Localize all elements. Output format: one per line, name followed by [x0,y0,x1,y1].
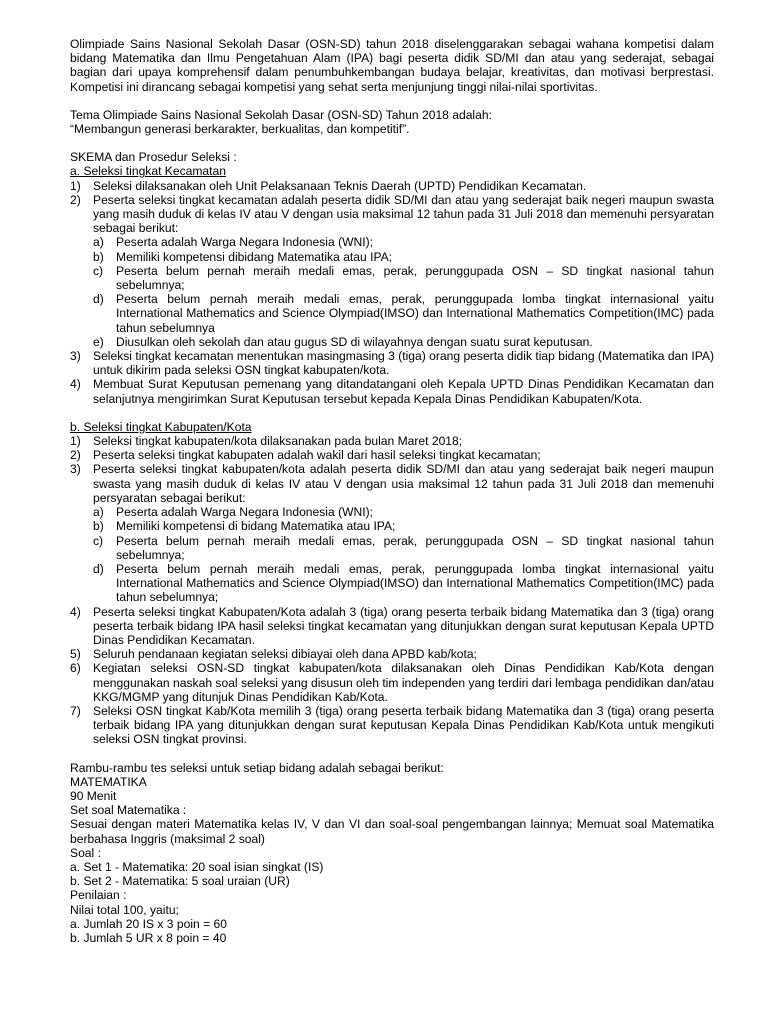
sub-item-text: Memiliki kompetensi di bidang Matematika atau IPA; [116,519,396,534]
intro-paragraph: Olimpiade Sains Nasional Sekolah Dasar (OSN-SD) tahun 2018 diselenggarakan sebagai wahana kompetisi dalam bidang Matematika dan Ilmu Pengetahuan Alam (IPA) bagi peserta didik SD/MI dan atau yang sederajat, sebagai bagian dari upaya komprehensif dalam penumbuhkembangan budaya belajar, kreativitas, dan motivasi berprestasi. Kompetisi ini dirancang sebagai kompetisi yang sehat serta menjunjung tinggi nilai-nilai sportivitas. [70,37,714,94]
score-item: a. Jumlah 20 IS x 3 poin = 60 [70,916,227,931]
item-number: 3) [70,349,81,364]
duration: 90 Menit [70,788,117,803]
theme-label: Tema Olimpiade Sains Nasional Sekolah Dasar (OSN-SD) Tahun 2018 adalah: [70,107,492,122]
sub-item-text: Diusulkan oleh sekolah dan atau gugus SD di wilayahnya dengan suatu surat keputusan. [116,334,593,349]
rambu-intro: Rambu-rambu tes seleksi untuk setiap bidang adalah sebagai berikut: [70,760,444,775]
list-item [70,704,714,747]
soal-label: Soal : [70,845,101,860]
item-text: Peserta seleksi tingkat kecamatan adalah peserta didik SD/MI dan atau yang sederajat baik negeri maupun swasta yang masih duduk di kelas IV atau V dengan usia maksimal 12 tahun pada 31 Juli 2018 dan memenuhi persyaratan sebagai berikut: [93,192,714,236]
sub-list-item [70,250,714,264]
item-number: 1) [70,178,81,193]
item-text: Seluruh pendanaan kegiatan seleksi dibiayai oleh dana APBD kab/kota; [93,647,477,662]
sub-list-item [70,335,714,349]
item-text: Membuat Surat Keputusan pemenang yang ditandatangani oleh Kepala UPTD Dinas Pendidikan Kecamatan dan selanjutnya mengirimkan Surat Keputusan tersebut kepada Kepala Dinas Pendidikan Kabupaten/Kota. [93,377,714,406]
section-kecamatan [70,164,714,405]
set-label: Set soal Matematika : [70,803,187,818]
sub-item-letter: b) [93,519,104,534]
item-number: 7) [70,703,81,718]
list-item [70,605,714,648]
section-a-title: a. Seleksi tingkat Kecamatan [70,164,226,179]
subject-title: MATEMATIKA [70,774,147,789]
item-number: 4) [70,377,81,392]
list-item [70,448,714,462]
item-text: Seleksi dilaksanakan oleh Unit Pelaksanaan Teknis Daerah (UPTD) Pendidikan Kecamatan. [93,178,587,193]
sub-item-letter: d) [93,561,104,576]
sub-item-text: Memiliki kompetensi dibidang Matematika atau IPA; [116,249,393,264]
total-score: Nilai total 100, yaitu; [70,902,179,917]
sub-item-letter: a) [93,235,104,250]
sub-item-letter: d) [93,292,104,307]
item-text: Seleksi tingkat kabupaten/kota dilaksanakan pada bulan Maret 2018; [93,434,463,449]
sub-list-item [70,562,714,605]
sub-item-text: Peserta adalah Warga Negara Indonesia (WNI); [116,235,374,250]
sub-list-item [70,519,714,533]
list-item [70,349,714,377]
item-number: 3) [70,462,81,477]
section-b-title: b. Seleksi tingkat Kabupaten/Kota [70,419,252,434]
item-text: Peserta seleksi tingkat kabupaten/kota adalah peserta didik SD/MI dan atau yang sederajat baik negeri maupun swasta yang masih duduk di kelas IV atau V dengan usia maksimal 12 tahun pada 31 Juli 2018 dan memenuhi persyaratan sebagai berikut: [93,462,714,505]
sub-list-item [70,292,714,335]
section-kabupaten [70,420,714,747]
theme-quote: “Membangun generasi berkarakter, berkualitas, dan kompetitif”. [70,122,410,137]
soal-item: a. Set 1 - Matematika: 20 soal isian singkat (IS) [70,859,324,874]
item-number: 2) [70,448,81,463]
item-text: Kegiatan seleksi OSN-SD tingkat kabupaten/kota dilaksanakan oleh Dinas Pendidikan Kab/Kota dengan menggunakan naskah soal seleksi yang disusun oleh tim independen yang terdiri dari lembaga pendidikan dan/atau KKG/MGMP yang ditunjuk Dinas Pendidikan Kab/Kota. [93,661,714,704]
sub-list-item [70,264,714,292]
score-item: b. Jumlah 5 UR x 8 poin = 40 [70,930,227,945]
sub-item-letter: e) [93,334,104,349]
schema-title: SKEMA dan Prosedur Seleksi : [70,150,237,165]
item-text: Peserta seleksi tingkat Kabupaten/Kota adalah 3 (tiga) orang peserta terbaik bidang Matematika dan 3 (tiga) orang peserta terbaik bidang IPA hasil seleksi tingkat kecamatan yang ditunjukkan dengan surat keputusan Kepala UPTD Dinas Pendidikan Kecamatan. [93,604,714,647]
sub-item-text: Peserta belum pernah meraih medali emas, perak, perunggupada lomba tingkat internasional yaitu International Mathematics and Science Olympiad(IMSO) dan International Mathematics Competition(IMC) pada tahun sebelumnya; [116,561,714,605]
sub-list-item [70,534,714,562]
sub-item-letter: b) [93,249,104,264]
item-number: 4) [70,604,81,619]
sub-item-letter: c) [93,533,104,548]
item-text: Seleksi tingkat kecamatan menentukan masingmasing 3 (tiga) orang peserta didik tiap bidang (Matematika dan IPA) untuk dikirim pada seleksi OSN tingkat kabupaten/kota. [93,349,714,378]
section-rambu [70,761,714,946]
sub-list-item [70,505,714,519]
sub-item-letter: a) [93,505,104,520]
sub-item-letter: c) [93,263,104,278]
list-item [70,193,714,236]
item-text: Seleksi OSN tingkat Kab/Kota memilih 3 (tiga) orang peserta terbaik bidang Matematika dan 3 (tiga) orang peserta terbaik bidang IPA yang ditunjukkan dengan surat keputusan Kepala Dinas Pendidikan Kab/Kota untuk mengikuti seleksi OSN tingkat provinsi. [93,703,714,747]
soal-item: b. Set 2 - Matematika: 5 soal uraian (UR) [70,874,290,889]
sub-item-text: Peserta belum pernah meraih medali emas, perak, perunggupada OSN – SD tingkat nasional tahun sebelumnya; [116,263,714,293]
list-item [70,434,714,448]
set-description: Sesuai dengan materi Matematika kelas IV, V dan VI dan soal-soal pengembangan lainnya; Memuat soal Matematika berbahasa Inggris (maksimal 2 soal) [70,817,714,846]
item-number: 5) [70,647,81,662]
sub-item-text: Peserta belum pernah meraih medali emas, perak, perunggupada OSN – SD tingkat nasional tahun sebelumnya; [116,533,714,562]
sub-list-item [70,235,714,249]
list-item [70,377,714,405]
list-item [70,647,714,661]
item-number: 1) [70,434,81,449]
list-item [70,462,714,505]
item-text: Peserta seleksi tingkat kabupaten adalah wakil dari hasil seleksi tingkat kecamatan; [93,448,541,463]
item-number: 2) [70,192,81,207]
sub-item-text: Peserta adalah Warga Negara Indonesia (WNI); [116,505,374,520]
list-item [70,179,714,193]
item-number: 6) [70,661,81,676]
list-item [70,661,714,704]
penilaian-label: Penilaian : [70,888,127,903]
sub-item-text: Peserta belum pernah meraih medali emas, perak, perunggupada lomba tingkat internasional yaitu International Mathematics and Science Olympiad(IMSO) dan International Mathematics Competition(IMC) pada tahun sebelumnya [116,292,714,335]
